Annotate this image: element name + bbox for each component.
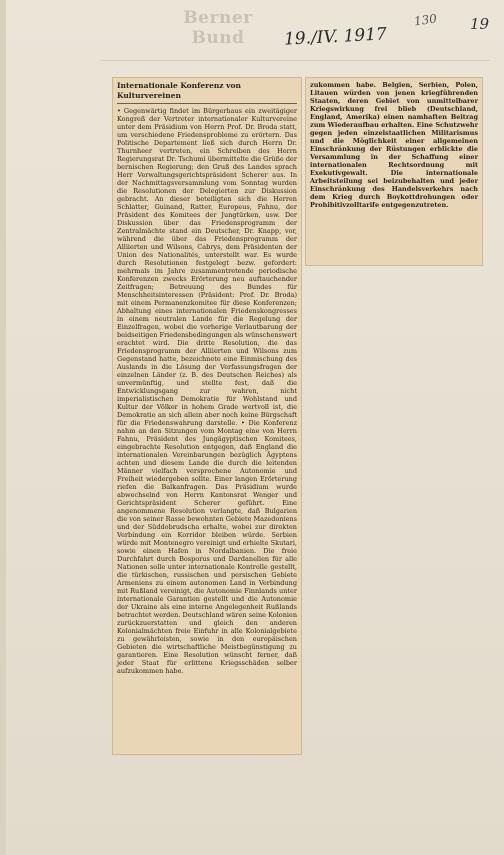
- newspaper-clipping-main: [112, 77, 302, 755]
- newspaper-clipping-continuation: [305, 77, 483, 266]
- page-edge: [0, 0, 6, 855]
- handwritten-page-number: 19: [470, 15, 490, 33]
- clipping-body: • Gegenwärtig findet im Bürgerhaus ein zweitägiger Kongreß der Vertreter internationaler Kulturvereine unter dem Präsidium von Herrn Prof. Dr. Broda statt, um verschiedene Friedensprobleme zu erörtern. Das Politische Departement ließ sich durch Herrn Dr. Thurnheer vertreten, ein Schreiben des Herrn Regierungsrat Dr. Tschumi übermittelte die Grüße der bernischen Regierung; den Gruß des Landes sprach Herr Verwaltungsgerichtspräsident Scherer aus. In der Nachmittagsversammlung vom Sonntag wurden die Resolutionen der Delegierten zur Diskussion gebracht. An dieser beteiligten sich die Herren Schlatter, Guinand, Ratter, Europeus, Fahnu, der Präsident des Komitees der Jungtürken, usw. Der Diskussion über das Friedensprogramm der Zentralmächte stand ein Deutscher, Dr. Knapp, vor, während die über das Friedensprogramm der Alliierten und Wilsons, Cabrys, dem Präsidenten der Union des Nationalités, unterstellt war. Es wurde durch Resolutionen festgelegt bezw. gefordert: mehrmals im Jahre zusammentretende periodische Konferenzen zwecks Erörterung neu auftauchender Zeitfragen; Betreuung des Bundes für Menschheitsinteressen (Präsident: Prof. Dr. Broda) mit einem Permanenzkomitee für diese Konferenzen; Abhaltung eines internationalen Friedenskongresses in einem neutralen Lande für die Regelung der Einzelfragen, wobei die vorherige Verlautbarung der beidseitigen Friedensbedingungen als wünschenswert erachtet wird. Die dritte Resolution, die das Friedensprogramm der Alliierten und Wilsons zum Gegenstand hatte, bezeichnete eine Einmischung des Auslands in die Lösung der Verfassungsfragen der einzelnen Länder (z. B. des Deutschen Reiches) als unvermünftig, und stellte fest, daß die Entwicklungsgang zur wahren, nicht imperialistischen Demokratie für Wohlstand und Kultur der Völker in hohem Grade wertvoll ist, die Demokratie an sich allein aber noch keine Bürgschaft für die Friedenswahrung darstelle. • Die Konferenz nahm an den Sitzungen vom Montag eine von Herrn Fahnu, Präsident des Jungägyptischen Komitees, eingebrachte Resolution entgegen, daß England die internationalen Vereinbarungen bezüglich Ägyptens achten und diesem Lande die durch die leitenden Männer vielfach versprochene Autonomie und Freiheit wiedergeben sollte. Einer langen Erörterung riefen die Balkanfragen. Das Präsidium wurde abwechselnd von Herrn Kantonsrat Wenger und Gerichtspräsident Scherer geführt. Eine angenommene Resolution verlangte, daß Bulgarien die von seiner Rasse bewohnten Gebiete Mazedoniens und der Süddobrudscha erhalte, wobei zur direkten Verbindung ein Korridor bleiben würde. Serbien würde mit Montenegro vereinigt und erhielte Skutari, sowie einen Hafen in Nordalbanien. Die freie Durchfahrt durch Bosporus und Dardanellen für alle Nationen solle unter internationale Kontrolle gestellt, die türkischen, russischen und persischen Gebiete Armeniens zu einem autonomen Land in Verbindung mit Rußland vereinigt, die Autonomie Finnlands unter internationale Garantien gestellt und die Autonomie der Ukraine als eine interne Angelegenheit Rußlands betrachtet werden. Deutschland wären seine Kolonien zurückzuerstatten und gleich den anderen Kolonialmächten freie Einfuhr in alle Kolonialgebiete zu gewährleisten, sowie in den europäischen Gebieten die wirtschaftliche Meistbegünstigung zu garantieren. Eine Resolution wünscht ferner, daß jeder Staat für erlittene Kriegsschäden selber aufzukommen habe.: [117, 107, 297, 675]
- newspaper-stamp: Berner Bund: [183, 8, 253, 48]
- mount-line: [100, 60, 490, 61]
- handwritten-date: 19./IV. 1917: [283, 24, 388, 50]
- handwritten-reference: 130: [413, 11, 438, 29]
- clipping-continuation-body: zukommen habe. Belgien, Serbien, Polen, Litauen würden von jenen kriegführenden Staaten, deren Gebiet von unmittelbarer Kriegswirkung frei blieb (Deutschland, England, Amerika) einen namhaften Beitrag zum Wiederaufbau erhalten. Eine Schutzwehr gegen jeden einzelstaatlichen Militarismus und die Möglichkeit einer allgemeinen Einschränkung der Rüstungen erblickte die Versammlung in der Schaffung einer internationalen Rechtsordnung mit Exekutivgewalt. Die internationale Arbeitsteilung sei beizubehalten und jeder Einschränkung des Handelsverkehrs nach dem Krieg durch Boykottdrohungen oder Prohibitivzolltarife entgegenzutreten.: [310, 81, 478, 209]
- clipping-headline: Internationale Konferenz von Kulturvereinen: [117, 81, 297, 104]
